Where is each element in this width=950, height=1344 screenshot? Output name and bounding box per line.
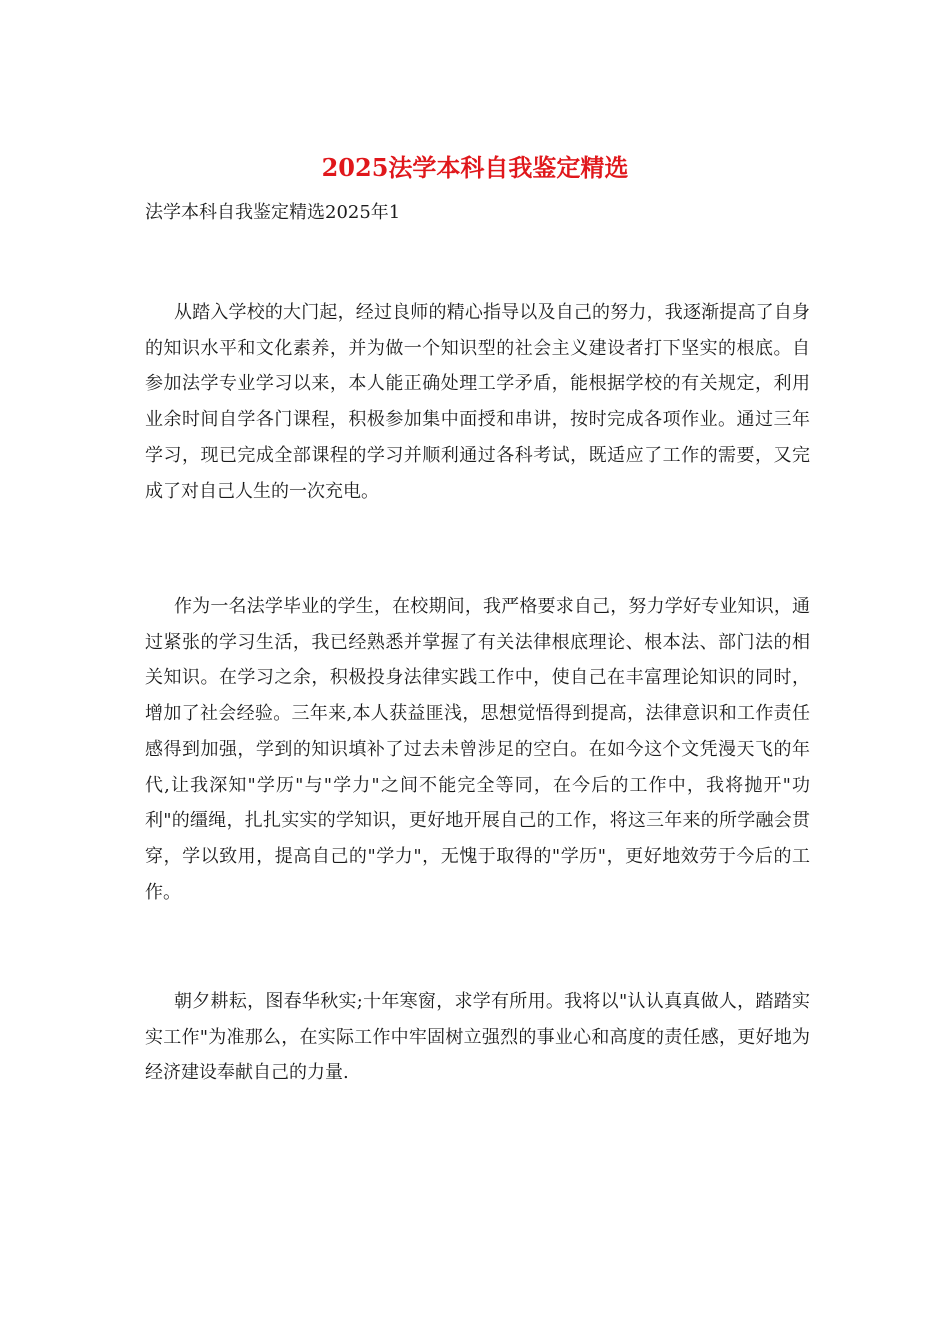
- paragraph-1: 从踏入学校的大门起，经过良师的精心指导以及自己的努力，我逐渐提高了自身的知识水平和文化素养，并为做一个知识型的社会主义建设者打下坚实的根底。自参加法学专业学习以来，本人能正确处理工学矛盾，能根据学校的有关规定，利用业余时间自学各门课程，积极参加集中面授和串讲，按时完成各项作业。通过三年学习，现已完成全部课程的学习并顺利通过各科考试，既适应了工作的需要，又完成了对自己人生的一次充电。: [145, 302, 810, 502]
- document-title: 2025法学本科自我鉴定精选: [321, 153, 629, 182]
- paragraph-3: 朝夕耕耘，图春华秋实;十年寒窗，求学有所用。我将以"认认真真做人，踏踏实实工作"为准那么，在实际工作中牢固树立强烈的事业心和高度的责任感，更好地为经济建设奉献自己的力量.: [145, 991, 810, 1084]
- paragraph-2: 作为一名法学毕业的学生，在校期间，我严格要求自己，努力学好专业知识，通过紧张的学习生活，我已经熟悉并掌握了有关法律根底理论、根本法、部门法的相关知识。在学习之余，积极投身法律实践工作中，使自己在丰富理论知识的同时，增加了社会经验。三年来,本人获益匪浅，思想觉悟得到提高，法律意识和工作责任感得到加强，学到的知识填补了过去未曾涉足的空白。在如今这个文凭漫天飞的年代,让我深知"学历"与"学力"之间不能完全等同，在今后的工作中，我将抛开"功利"的缰绳，扎扎实实的学知识，更好地开展自己的工作，将这三年来的所学融会贯穿，学以致用，提高自己的"学力"，无愧于取得的"学历"，更好地效劳于今后的工作。: [145, 596, 810, 903]
- document-subtitle: 法学本科自我鉴定精选2025年1: [145, 202, 401, 223]
